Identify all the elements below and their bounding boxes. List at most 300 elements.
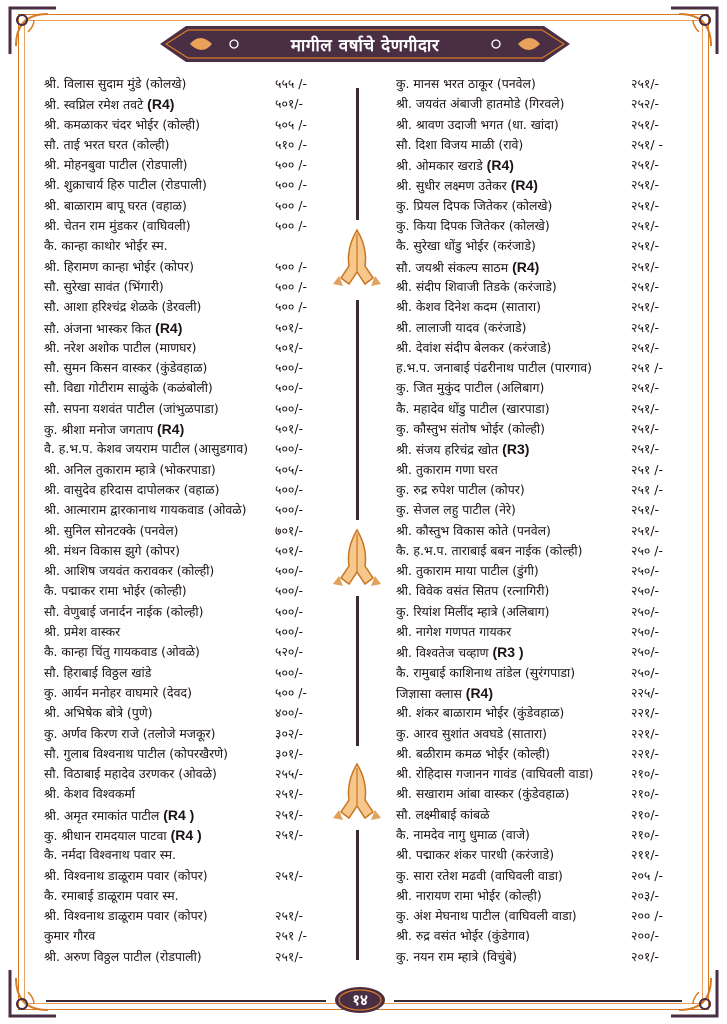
donor-name <box>44 622 120 642</box>
donation-amount: २५१/- <box>631 441 659 457</box>
donation-amount: ५००/- <box>275 360 303 376</box>
donor-row <box>396 74 686 94</box>
donor-name-text: श्री. मोहनबुवा पाटील (रोडपाली) <box>44 157 188 173</box>
donor-name <box>396 419 545 439</box>
donor-row <box>44 642 324 662</box>
donor-name <box>396 115 559 135</box>
donor-name <box>44 419 184 440</box>
namaste-icon <box>327 226 387 288</box>
donor-row <box>44 175 324 195</box>
donor-name <box>396 196 552 216</box>
donor-row <box>44 805 324 825</box>
donor-name-text: श्री. विवेक वसंत सितप (रत्नागिरी) <box>396 583 550 599</box>
donor-name-text: सौ. जयश्री संकल्प साठम <box>396 259 509 275</box>
donor-name-text: श्री. केशव दिनेश कदम (सातारा) <box>396 299 541 315</box>
donor-name-text: वै. ह.भ.प. केशव जयराम पाटील (आसुडगाव) <box>44 441 249 457</box>
donor-name <box>44 358 207 378</box>
donation-amount: ५००/- <box>275 380 303 396</box>
donation-amount: २५१/- <box>275 908 303 924</box>
donor-name <box>396 622 511 642</box>
donor-name <box>44 277 164 297</box>
donation-amount: २५१ /- <box>275 928 307 944</box>
donor-row <box>44 115 324 135</box>
donation-amount: २५१/- <box>275 867 303 883</box>
donation-amount: ५०० /- <box>275 299 307 315</box>
donation-amount: २५१/- <box>631 197 659 213</box>
footer-rule <box>46 1000 326 1002</box>
donation-amount: ५००/- <box>275 563 303 579</box>
donor-name <box>44 115 200 135</box>
donor-row <box>396 439 686 459</box>
donation-amount: २५१/- <box>631 258 659 274</box>
donor-list-right <box>396 74 686 967</box>
donor-name-text: सौ. सुरेखा सावंत (भिंगारी) <box>44 278 164 294</box>
donor-name-text: श्री. प्रमेश वास्कर <box>44 624 121 640</box>
donation-amount: २०५ /- <box>631 867 663 883</box>
donor-row <box>396 561 686 581</box>
donor-row <box>44 825 324 845</box>
donation-amount: ५०० /- <box>275 157 307 173</box>
donation-amount: २२१/- <box>631 745 659 761</box>
donor-row <box>44 561 324 581</box>
donor-row <box>396 277 686 297</box>
donor-row <box>396 581 686 601</box>
donor-row <box>396 602 686 622</box>
donor-name <box>44 399 219 419</box>
donor-name <box>44 683 192 703</box>
donor-row <box>44 886 324 906</box>
donation-amount: ७०१/- <box>275 522 303 538</box>
donor-name-text: श्री. नरेश अशोक पाटील (माणघर) <box>44 339 197 355</box>
donation-amount: २५१ /- <box>631 461 663 477</box>
donor-name-text: श्री. पद्माकर शंकर पारधी (करंजाडे) <box>396 847 555 863</box>
donor-row <box>44 378 324 398</box>
donor-name-text: श्री. अरुण विठ्ठल पाटील (रोडपाली) <box>44 948 202 964</box>
donor-name <box>396 216 550 236</box>
donor-name <box>44 500 247 520</box>
donor-name <box>44 460 216 480</box>
donor-name <box>396 338 551 358</box>
donation-amount: ३०२/- <box>275 725 303 741</box>
corner-ornament-icon <box>8 968 58 1018</box>
donor-row <box>44 236 324 256</box>
donor-name <box>44 155 188 175</box>
donation-amount: ५००/- <box>275 502 303 518</box>
column-divider <box>356 596 359 746</box>
donor-row <box>396 764 686 784</box>
donor-name <box>396 561 539 581</box>
donor-name-text: श्री. सुधीर लक्ष्मण उतेकर <box>396 178 507 194</box>
donor-name-text: कु. किया दिपक जितेकर (कोलखे) <box>396 218 550 234</box>
donor-name <box>44 805 194 826</box>
donor-row <box>396 460 686 480</box>
donation-amount: ५०० /- <box>275 197 307 213</box>
donor-name <box>44 866 208 886</box>
donor-name-text: श्री. शुक्राचार्य हिरु पाटील (रोडपाली) <box>44 177 207 193</box>
donor-name <box>396 683 493 704</box>
donor-name <box>44 521 178 541</box>
donor-row <box>396 236 686 256</box>
donation-amount: २५०/- <box>631 644 659 660</box>
donation-amount: २११/- <box>631 847 659 863</box>
donation-amount: २५१/- <box>631 319 659 335</box>
donation-amount: ५००/- <box>275 583 303 599</box>
donor-name-text: श्री. देवांश संदीप बेलकर (करंजाडे) <box>396 339 552 355</box>
donor-row <box>396 866 686 886</box>
donation-amount: २००/- <box>631 928 659 944</box>
donor-name-text: श्री. श्रावण उदाजी भगत (धा. खांदा) <box>396 116 559 132</box>
namaste-icon <box>327 760 387 822</box>
donor-name-text: कै. रामुबाई काशिनाथ तांडेल (सुरंगपाडा) <box>396 664 576 680</box>
donor-row <box>44 764 324 784</box>
donor-row <box>396 318 686 338</box>
donation-amount: ५००/- <box>275 441 303 457</box>
donor-name <box>44 886 179 906</box>
donor-row <box>396 399 686 419</box>
donor-name-text: सौ. विद्या गोटीराम साळुंके (कळंबोली) <box>44 380 213 396</box>
donor-name <box>44 825 202 846</box>
donor-name <box>396 906 577 926</box>
corner-ornament-icon <box>669 6 719 56</box>
donation-amount: २२५/- <box>631 684 659 700</box>
donation-amount: ५०० /- <box>275 278 307 294</box>
donation-amount: २२१/- <box>631 725 659 741</box>
donor-name <box>396 663 575 683</box>
donor-name <box>44 318 182 339</box>
donor-name <box>396 724 547 744</box>
donor-name-text: कै. रमाबाई डाळूराम पवार स्म. <box>44 887 179 903</box>
donor-row <box>396 115 686 135</box>
donor-name <box>44 663 151 683</box>
donor-row <box>396 480 686 500</box>
donor-name <box>44 94 174 115</box>
donor-name-text: श्री. विलास सुदाम मुंडे (कोलखे) <box>44 76 187 91</box>
donor-row <box>396 744 686 764</box>
donation-amount: ५१० /- <box>275 136 307 152</box>
donor-name-text: कु. मानस भरत ठाकूर (पनवेल) <box>396 76 536 91</box>
donor-name-text: कु. रियांश मिलींद म्हात्रे (अलिबाग) <box>396 603 550 619</box>
donation-amount: ५०५ /- <box>275 116 307 132</box>
corner-ornament-icon <box>669 968 719 1018</box>
page-title: मागील वर्षाचे देणगीदार <box>290 36 440 56</box>
donor-name-text: सौ. गुलाब विश्वनाथ पाटील (कोपरखैरणे) <box>44 745 228 761</box>
donor-row <box>44 622 324 642</box>
donation-amount: २५१/- <box>631 421 659 437</box>
footer-rule <box>394 1000 682 1002</box>
donor-name <box>44 642 200 662</box>
donor-row <box>44 866 324 886</box>
donation-amount: ५००/- <box>275 400 303 416</box>
donor-row <box>44 439 324 459</box>
donation-amount: २५१ /- <box>631 481 663 497</box>
donor-name-text: श्री. जयवंत अंबाजी हातमोडे (गिरवले) <box>396 96 565 112</box>
donor-row <box>44 257 324 277</box>
donor-name <box>44 216 191 236</box>
donor-name-text: कु. सारा रतेश मढवी (वाघिवली वाडा) <box>396 867 563 883</box>
donation-amount: २५१/- <box>631 157 659 173</box>
donor-name-text: सौ. दिशा विजय माळी (रावे) <box>396 136 524 152</box>
donation-amount: ५०१/- <box>275 339 303 355</box>
donor-name-text: सौ. विठाबाई महादेव उरणकर (ओवळे) <box>44 766 217 782</box>
page-number-badge <box>334 986 386 1014</box>
donation-amount: ५०० /- <box>275 258 307 274</box>
donation-amount: २५१/- <box>275 826 303 842</box>
donor-name <box>396 378 544 398</box>
donor-row <box>44 683 324 703</box>
donor-row <box>396 521 686 541</box>
donor-name <box>44 561 214 581</box>
donor-name-text: श्री. संदीप शिवाजी तिडके (करंजाडे) <box>396 278 557 294</box>
donor-name-text: श्री. वासुदेव हरिदास दापोलकर (वहाळ) <box>44 481 220 497</box>
donor-name <box>396 94 564 114</box>
donor-tag: (R4) <box>157 421 185 438</box>
donation-amount: २५१/ - <box>631 136 663 152</box>
donor-name-text: सौ. अंजना भास्कर कित <box>44 320 152 336</box>
donor-name <box>396 358 592 378</box>
donation-amount: ४००/- <box>275 705 303 721</box>
donor-row <box>396 175 686 195</box>
donor-name <box>44 764 217 784</box>
donor-name <box>44 135 169 155</box>
donor-name <box>44 297 201 317</box>
donor-name-text: श्री. ओमकार खराडे <box>396 158 483 174</box>
donor-name-text: सौ. आशा हरिश्चंद्र शेळके (डेरवली) <box>44 299 202 315</box>
donor-name-text: कु. अंश मेघनाथ पाटील (वाघिवली वाडा) <box>396 908 577 924</box>
donor-name <box>396 642 524 663</box>
donor-row <box>44 94 324 114</box>
donor-name-text: कु. श्रीधान रामदयाल पाटवा <box>44 827 167 843</box>
donor-row <box>396 703 686 723</box>
donor-name <box>44 541 180 561</box>
donor-name-text: श्री. विश्वनाथ डाळूराम पवार (कोपर) <box>44 908 208 924</box>
donor-row <box>44 500 324 520</box>
donor-name <box>396 845 554 865</box>
donor-row <box>396 845 686 865</box>
donor-tag: (R4) <box>486 157 514 174</box>
donation-amount: २५१/- <box>631 400 659 416</box>
donor-name-text: श्री. मंथन विकास झुगे (कोपर) <box>44 542 180 558</box>
donor-row <box>396 297 686 317</box>
donor-tag: (R4) <box>510 177 538 194</box>
donor-name-text: श्री. हिरामण कान्हा भोईर (कोपर) <box>44 258 194 274</box>
donation-amount: २१०/- <box>631 786 659 802</box>
donor-tag: (R4) <box>155 319 183 336</box>
donor-name <box>44 257 194 277</box>
donation-amount: ५५५ /- <box>275 76 307 91</box>
donor-name <box>396 175 538 196</box>
donor-name <box>44 74 186 94</box>
donor-name <box>396 439 529 460</box>
donor-name-text: श्री. अभिषेक बोत्रे (पुणे) <box>44 705 153 721</box>
donor-row <box>44 318 324 338</box>
donor-name-text: श्री. चेतन राम मुंडकर (वाघिवली) <box>44 218 191 234</box>
donor-name <box>396 236 536 256</box>
donor-name-text: कु. नयन राम म्हात्रे (विचुंबे) <box>396 948 517 964</box>
donation-amount: २५१/- <box>631 502 659 518</box>
donor-name <box>44 439 248 459</box>
donation-amount: २५१/- <box>275 786 303 802</box>
donor-name-text: कु. आरव सुशांत अवघडे (सातारा) <box>396 725 548 741</box>
donor-name-text: श्री. विश्वतेज चव्हाण <box>396 645 489 661</box>
donor-name-text: कु. आर्यन मनोहर वाघमारे (देवद) <box>44 684 192 700</box>
donor-row <box>44 724 324 744</box>
donor-name <box>396 703 564 723</box>
donation-amount: ५०१/- <box>275 96 303 112</box>
donation-amount: ५००/- <box>275 481 303 497</box>
donation-amount: २५१/- <box>275 948 303 964</box>
donation-amount: २५१/- <box>631 522 659 538</box>
donation-amount: २०० /- <box>631 908 663 924</box>
donor-name-text: श्री. बाळाराम बापू घरत (वहाळ) <box>44 197 187 213</box>
donor-name-text: सौ. ताई भरत घरत (कोल्ही) <box>44 136 170 152</box>
corner-ornament-icon <box>8 6 58 56</box>
donation-amount: २५१/- <box>631 278 659 294</box>
donor-row <box>396 419 686 439</box>
donor-name-text: कु. कौस्तुभ संतोष भोईर (कोल्ही) <box>396 421 545 437</box>
donor-row <box>44 155 324 175</box>
donation-amount: २१०/- <box>631 806 659 822</box>
donor-row <box>396 784 686 804</box>
donor-row <box>44 216 324 236</box>
donation-amount: २५०/- <box>631 603 659 619</box>
donation-amount: ५०१/- <box>275 542 303 558</box>
donor-name <box>396 297 541 317</box>
donor-name-text: कु. रुद्र रुपेश पाटील (कोपर) <box>396 481 525 497</box>
donor-name <box>396 460 498 480</box>
donation-amount: २१०/- <box>631 766 659 782</box>
donation-amount: ५०० /- <box>275 684 307 700</box>
donor-name-text: श्री. तुकाराम माया पाटील (डुंगी) <box>396 563 539 579</box>
donor-row <box>44 602 324 622</box>
donor-name-text: श्री. बळीराम कमळ भोईर (कोल्ही) <box>396 745 550 761</box>
donation-amount: २५०/- <box>631 624 659 640</box>
donation-amount: २५१/- <box>631 116 659 132</box>
donor-tag: (R4) <box>465 684 494 701</box>
donor-row <box>396 338 686 358</box>
donor-name-text: श्री. रुद्र वसंत भोईर (कुंडेगाव) <box>396 928 530 944</box>
donation-amount: २५०/- <box>631 563 659 579</box>
donor-row <box>44 460 324 480</box>
donor-row <box>396 358 686 378</box>
donor-name-text: कु. जित मुकुंद पाटील (अलिबाग) <box>396 380 545 396</box>
donor-tag: (R4) <box>512 258 540 275</box>
donor-name <box>396 480 525 500</box>
donor-name-text: जिज्ञासा क्लास <box>396 685 462 701</box>
donation-amount: २५१/- <box>631 299 659 315</box>
donor-name <box>44 926 95 946</box>
page-number: १४ <box>352 991 368 1009</box>
donor-name-text: श्री. लालाजी यादव (करंजाडे) <box>396 319 527 335</box>
donor-name <box>44 581 187 601</box>
donor-name <box>44 378 213 398</box>
donor-name <box>396 318 527 338</box>
donor-row <box>396 906 686 926</box>
donor-name-text: कु. श्रीशा मनोज जगताप <box>44 422 154 438</box>
donor-name <box>396 399 550 419</box>
donor-row <box>396 155 686 175</box>
donation-amount: २५१/- <box>631 76 659 91</box>
donor-name <box>396 926 530 946</box>
donor-name <box>44 906 208 926</box>
donor-tag: (R3 ) <box>492 644 524 661</box>
donor-row <box>44 541 324 561</box>
donor-name-text: श्री. आत्माराम द्वारकानाथ गायकवाड (ओवळे) <box>44 502 247 518</box>
donor-name-text: कै. कान्हा काथोर भोईर स्म. <box>44 238 168 254</box>
donor-row <box>44 521 324 541</box>
donor-row <box>44 926 324 946</box>
donor-row <box>44 663 324 683</box>
donor-name <box>44 602 203 622</box>
donor-name-text: कुमार गौरव <box>44 928 96 944</box>
donor-name <box>44 196 187 216</box>
donor-name-text: कु. अर्णव किरण राजे (तलोजे मजकूर) <box>44 725 216 741</box>
donor-name-text: श्री. विश्वनाथ डाळूराम पवार (कोपर) <box>44 867 208 883</box>
donor-name-text: कै. पद्माकर रामा भोईर (कोल्ही) <box>44 583 187 599</box>
donor-name <box>396 825 530 845</box>
donor-tag: (R3) <box>502 441 530 458</box>
donor-row <box>44 338 324 358</box>
donor-row <box>44 358 324 378</box>
donor-name-text: कु. प्रियल दिपक जितेकर (कोलखे) <box>396 197 553 213</box>
donor-row <box>44 581 324 601</box>
donor-name-text: श्री. सुनिल सोनटक्के (पनवेल) <box>44 522 179 538</box>
donation-amount: ५०० /- <box>275 177 307 193</box>
donation-amount: २५२/- <box>631 96 659 112</box>
donor-row <box>44 399 324 419</box>
donor-name <box>396 764 593 784</box>
donor-name <box>44 724 215 744</box>
donor-name-text: श्री. कमळाकर चंदर भोईर (कोल्ही) <box>44 116 200 132</box>
donor-row <box>396 378 686 398</box>
donation-amount: २५१/- <box>631 339 659 355</box>
header-banner <box>160 22 570 66</box>
donation-amount: ५००/- <box>275 664 303 680</box>
donor-name-text: कै. सुरेखा धोंडु भोईर (करंजाडे) <box>396 238 536 254</box>
donor-name <box>44 703 153 723</box>
donor-row <box>396 135 686 155</box>
donor-name-text: सौ. सुमन किसन वास्कर (कुंडेवहाळ) <box>44 360 208 376</box>
donor-name-text: कै. ह.भ.प. ताराबाई बबन नाईक (कोल्ही) <box>396 542 583 558</box>
donor-row <box>396 805 686 825</box>
donor-row <box>44 947 324 967</box>
donation-amount: २५० /- <box>631 542 663 558</box>
donor-name-text: श्री. रोहिदास गजानन गावंड (वाघिवली वाडा) <box>396 766 594 782</box>
donor-name <box>44 845 176 865</box>
donor-row <box>396 825 686 845</box>
donor-name <box>44 744 228 764</box>
donor-row <box>396 886 686 906</box>
donation-amount: २०१/- <box>631 948 659 964</box>
donor-name <box>44 947 202 967</box>
donor-row <box>44 196 324 216</box>
donor-name-text: सौ. लक्ष्मीबाई कांबळे <box>396 806 490 822</box>
donor-row <box>396 94 686 114</box>
donor-name <box>396 581 549 601</box>
donation-amount: २५१/- <box>631 177 659 193</box>
donor-name <box>396 947 517 967</box>
donor-row <box>44 906 324 926</box>
column-divider <box>356 830 359 960</box>
donor-row <box>396 947 686 967</box>
donor-name-text: श्री. नारायण रामा भोईर (कोल्ही) <box>396 887 542 903</box>
donation-amount: ५०१/- <box>275 319 303 335</box>
column-divider <box>356 88 359 220</box>
donor-name <box>44 338 196 358</box>
donor-row <box>44 74 324 94</box>
donor-name-text: श्री. अमृत रमाकांत पाटील <box>44 807 160 823</box>
donor-name-text: श्री. आशिष जयवंत करावकर (कोल्ही) <box>44 563 215 579</box>
donor-list-left <box>44 74 324 967</box>
